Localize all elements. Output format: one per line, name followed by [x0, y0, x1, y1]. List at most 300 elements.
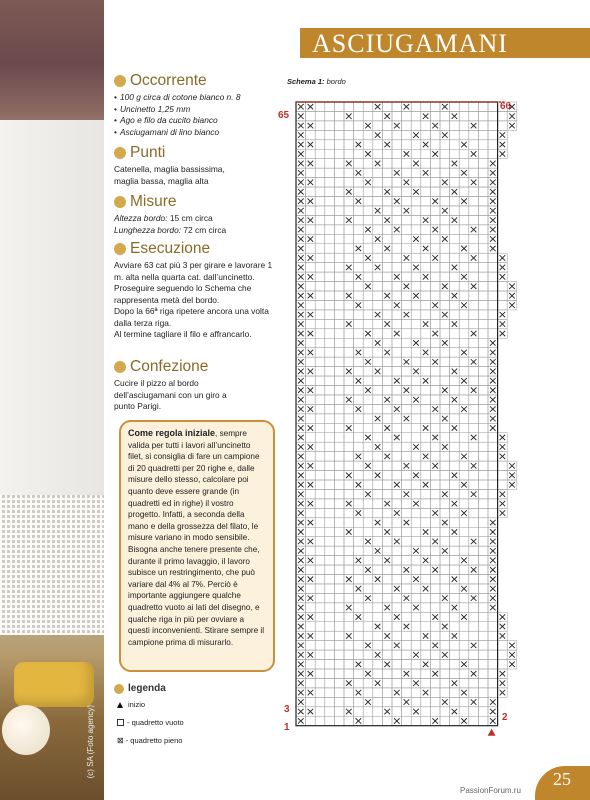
chart-cell [325, 622, 335, 631]
chart-cell [363, 584, 373, 593]
chart-cross [423, 482, 429, 487]
chart-cell [459, 149, 469, 158]
chart-cell [430, 442, 440, 451]
chart-cell [450, 716, 460, 725]
tip-body: , sempre valida per tutti i lavori all’uncinetto filet, si consiglia di fare un campione di 20 quadretti per 20 righe e, dalle misure dello stesso, calcolare poi quanto deve essere grande (in quadretti ed in righe) il vostro progetto. Infatti, a seconda della mano e della grossezza del filato, le misure variano in modo sensibile. Bisogna anche tenere presente che, durante il primo lavaggio, il lavoro subisce un restringimento, che può variare dal 4% al 7%. Perciò è importante aggiungere qualche quadretto vuoto ai lati del disegno, e qualche riga in più per ovviare a questi inconvenienti. Stirare sempre il campione prima di misurarlo. [128, 429, 265, 647]
chart-cell [334, 461, 344, 470]
chart-cell [315, 537, 325, 546]
chart-cell [402, 272, 412, 281]
chart-cell [488, 310, 498, 319]
chart-cross [423, 170, 429, 175]
chart-cell [450, 149, 460, 158]
chart-cross [365, 671, 371, 676]
chart-title-rest: bordo [324, 77, 346, 86]
chart-cross [404, 180, 410, 185]
chart-cross [423, 142, 429, 147]
chart-cross [298, 539, 304, 544]
chart-cell [373, 404, 383, 413]
chart-cross [452, 577, 458, 582]
chart-cell [306, 433, 316, 442]
chart-cell [325, 669, 335, 678]
chart-cell [421, 395, 431, 404]
chart-cell [478, 300, 488, 309]
chart-cell [469, 263, 479, 272]
chart-cell [325, 367, 335, 376]
chart-cell [440, 556, 450, 565]
chart-cell [402, 716, 412, 725]
chart-cell [478, 310, 488, 319]
section-misure [114, 193, 284, 236]
chart-cell [363, 206, 373, 215]
chart-cell [382, 612, 392, 621]
chart-cell [382, 414, 392, 423]
chart-cross [375, 340, 381, 345]
chart-cross [500, 614, 506, 619]
chart-cross [346, 473, 352, 478]
chart-cell [315, 697, 325, 706]
chart-cell [402, 130, 412, 139]
chart-cross [471, 284, 477, 289]
chart-cell [334, 593, 344, 602]
chart-cross [356, 558, 362, 563]
chart-cell [469, 707, 479, 716]
chart-cross [500, 633, 506, 638]
chart-cell [382, 357, 392, 366]
chart-cell [392, 593, 402, 602]
chart-cell [344, 641, 354, 650]
chart-cell [392, 102, 402, 111]
chart-cell [373, 386, 383, 395]
chart-cell [402, 215, 412, 224]
chart-cell [488, 282, 498, 291]
chart-cross [423, 246, 429, 251]
chart-cross [384, 113, 390, 118]
chart-cell [459, 102, 469, 111]
chart-cell [430, 386, 440, 395]
chart-cell [440, 357, 450, 366]
chart-cell [430, 660, 440, 669]
chart-cell [325, 575, 335, 584]
chart-cross [298, 501, 304, 506]
chart-cell [478, 395, 488, 404]
chart-cell [421, 707, 431, 716]
chart-cross [298, 680, 304, 685]
chart-cross [461, 718, 467, 723]
chart-cross [461, 510, 467, 515]
chart-cell [478, 272, 488, 281]
chart-cross [404, 312, 410, 317]
tip-box [119, 420, 275, 672]
chart-cell [421, 669, 431, 678]
chart-cell [469, 678, 479, 687]
chart-cell [488, 489, 498, 498]
chart-cross [442, 444, 448, 449]
chart-cross [423, 529, 429, 534]
chart-cross [384, 425, 390, 430]
chart-cross [452, 189, 458, 194]
chart-cell [421, 130, 431, 139]
chart-cross [404, 624, 410, 629]
chart-cell [315, 187, 325, 196]
chart-cell [469, 546, 479, 555]
chart-cell [363, 197, 373, 206]
chart-cell [325, 414, 335, 423]
chart-cell [478, 603, 488, 612]
paragraph: Avviare 63 cat più 3 per girare e lavorare 1 m. alta nella quarta cat. dall’uncinetto. [114, 260, 273, 282]
chart-cell [306, 149, 316, 158]
chart-cell [498, 111, 508, 120]
chart-cell [421, 357, 431, 366]
chart-cell [392, 461, 402, 470]
chart-cell [334, 395, 344, 404]
chart-cell [325, 603, 335, 612]
chart-cell [382, 622, 392, 631]
chart-cross [490, 406, 496, 411]
chart-cell [354, 433, 364, 442]
chart-cell [402, 452, 412, 461]
chart-cross [509, 284, 515, 289]
chart-cell [421, 603, 431, 612]
chart-cell [450, 669, 460, 678]
chart-cross [308, 482, 314, 487]
chart-cell [469, 348, 479, 357]
chart-cross [442, 132, 448, 137]
chart-cell [421, 367, 431, 376]
chart-cell [430, 263, 440, 272]
chart-cross [509, 123, 515, 128]
chart-cell [421, 499, 431, 508]
chart-cell [469, 423, 479, 432]
chart-cross [308, 671, 314, 676]
chart-cross [413, 265, 419, 270]
chart-cell [402, 348, 412, 357]
chart-cell [382, 697, 392, 706]
chart-cross [308, 633, 314, 638]
chart-cross [308, 293, 314, 298]
chart-cell [334, 631, 344, 640]
chart-cell [392, 140, 402, 149]
chart-cell [402, 111, 412, 120]
chart-cross [298, 454, 304, 459]
chart-cell [478, 423, 488, 432]
chart-cell [382, 168, 392, 177]
chart-cell [354, 206, 364, 215]
chart-cross [413, 548, 419, 553]
paragraph: Dopo la 66ª riga ripetere ancora una volta dalla terza riga. [114, 306, 269, 328]
chart-cell [344, 225, 354, 234]
chart-cell [354, 111, 364, 120]
chart-cell [498, 300, 508, 309]
chart-cross [356, 246, 362, 251]
chart-cell [421, 253, 431, 262]
chart-cell [382, 678, 392, 687]
chart-cross [490, 595, 496, 600]
chart-cross [365, 435, 371, 440]
chart-cell [363, 499, 373, 508]
chart-cell [315, 423, 325, 432]
chart-cross [413, 473, 419, 478]
chart-cell [498, 461, 508, 470]
page-title: ASCIUGAMANI [312, 29, 508, 58]
chart-cell [440, 111, 450, 120]
section-confezione [114, 358, 280, 413]
chart-cell [469, 480, 479, 489]
chart-cell [411, 348, 421, 357]
chart-cell [315, 197, 325, 206]
chart-cell [354, 461, 364, 470]
chart-cross [442, 520, 448, 525]
chart-cross [384, 350, 390, 355]
chart-cell [478, 433, 488, 442]
chart-cell [344, 461, 354, 470]
chart-cell [469, 338, 479, 347]
chart-cell [315, 603, 325, 612]
chart-cross [384, 558, 390, 563]
chart-cell [459, 622, 469, 631]
chart-cell [334, 423, 344, 432]
chart-cell [373, 593, 383, 602]
chart-cell [382, 461, 392, 470]
chart-cross [404, 359, 410, 364]
chart-cell [392, 319, 402, 328]
chart-cell [325, 225, 335, 234]
chart-cell [344, 508, 354, 517]
chart-cell [430, 272, 440, 281]
chart-cross [452, 293, 458, 298]
chart-cell [334, 433, 344, 442]
chart-cell [411, 272, 421, 281]
chart-cross [308, 709, 314, 714]
chart-cell [315, 376, 325, 385]
chart-cell [354, 546, 364, 555]
chart-cross [356, 690, 362, 695]
chart-cross [394, 406, 400, 411]
chart-cell [382, 688, 392, 697]
chart-cell [478, 178, 488, 187]
chart-cell [354, 669, 364, 678]
chart-cell [430, 575, 440, 584]
chart-cell [469, 111, 479, 120]
chart-cross [298, 189, 304, 194]
chart-cell [306, 452, 316, 461]
photo-credit: (c) SA (Foto agency) [86, 705, 95, 779]
chart-cell [440, 423, 450, 432]
chart-cell [421, 641, 431, 650]
chart-cell [354, 149, 364, 158]
chart-cell [354, 178, 364, 187]
chart-cross [346, 709, 352, 714]
chart-cell [334, 660, 344, 669]
chart-cell [382, 376, 392, 385]
chart-cell [344, 452, 354, 461]
chart-cross [432, 463, 438, 468]
chart-cell [354, 489, 364, 498]
chart-cross [298, 671, 304, 676]
chart-cell [469, 376, 479, 385]
chart-cell [325, 282, 335, 291]
chart-cell [421, 338, 431, 347]
chart-cross [500, 680, 506, 685]
chart-cell [325, 395, 335, 404]
chart-cell [334, 499, 344, 508]
chart-cell [315, 348, 325, 357]
chart-cell [459, 215, 469, 224]
chart-cell [478, 575, 488, 584]
chart-cell [315, 518, 325, 527]
chart-cell [306, 414, 316, 423]
chart-cell [344, 168, 354, 177]
chart-cross [452, 680, 458, 685]
chart-cell [392, 310, 402, 319]
filet-chart [294, 100, 554, 750]
chart-cross [471, 388, 477, 393]
chart-cross [500, 444, 506, 449]
chart-cross [298, 548, 304, 553]
chart-cross [432, 151, 438, 156]
chart-cell [306, 338, 316, 347]
chart-cross [384, 454, 390, 459]
chart-cross [356, 718, 362, 723]
chart-cell [498, 650, 508, 659]
soap-bar [14, 662, 94, 707]
chart-cell [402, 291, 412, 300]
chart-cell [325, 556, 335, 565]
chart-cell [469, 130, 479, 139]
chart-cell [325, 329, 335, 338]
chart-cell [325, 206, 335, 215]
chart-cell [344, 414, 354, 423]
chart-cross [298, 510, 304, 515]
chart-cell [334, 130, 344, 139]
chart-cell [478, 130, 488, 139]
chart-cell [315, 310, 325, 319]
chart-cell [325, 489, 335, 498]
chart-cell [392, 546, 402, 555]
chart-cell [430, 178, 440, 187]
chart-cell [478, 688, 488, 697]
chart-cross [500, 142, 506, 147]
chart-cell [354, 159, 364, 168]
chart-cell [392, 386, 402, 395]
chart-cross [461, 170, 467, 175]
chart-cell [459, 319, 469, 328]
chart-cell [373, 452, 383, 461]
chart-cell [392, 471, 402, 480]
chart-cell [440, 404, 450, 413]
chart-cell [334, 263, 344, 272]
chart-cell [478, 471, 488, 480]
chart-cell [450, 168, 460, 177]
chart-cell [459, 461, 469, 470]
chart-cell [373, 149, 383, 158]
chart-cell [459, 130, 469, 139]
chart-cell [382, 178, 392, 187]
chart-cell [421, 386, 431, 395]
chart-cell [363, 603, 373, 612]
chart-cell [459, 395, 469, 404]
chart-cell [363, 707, 373, 716]
chart-cell [344, 140, 354, 149]
occorrente-list [114, 92, 241, 138]
chart-cell [325, 338, 335, 347]
chart-cell [373, 508, 383, 517]
chart-cell [450, 452, 460, 461]
chart-cell [488, 263, 498, 272]
chart-cell [450, 697, 460, 706]
chart-cell [334, 404, 344, 413]
chart-cell [440, 669, 450, 678]
chart-cell [363, 263, 373, 272]
chart-cell [459, 282, 469, 291]
chart-cell [334, 206, 344, 215]
chart-cross [500, 321, 506, 326]
chart-cross [298, 293, 304, 298]
chart-cross [375, 652, 381, 657]
chart-cross [452, 217, 458, 222]
chart-cell [325, 593, 335, 602]
chart-cross [298, 643, 304, 648]
chart-cross [298, 482, 304, 487]
chart-cell [459, 329, 469, 338]
chart-cross [452, 709, 458, 714]
confezione-title: Confezione [130, 358, 209, 375]
chart-cell [325, 508, 335, 517]
chart-cross [346, 293, 352, 298]
chart-cell [488, 111, 498, 120]
chart-cell [325, 300, 335, 309]
chart-cell [392, 669, 402, 678]
chart-cell [382, 442, 392, 451]
chart-cross [375, 161, 381, 166]
chart-cell [373, 527, 383, 536]
chart-cell [402, 319, 412, 328]
chart-cell [440, 215, 450, 224]
chart-cell [430, 140, 440, 149]
chart-cell [459, 499, 469, 508]
chart-cell [382, 386, 392, 395]
chart-cross [384, 189, 390, 194]
tip-lead: Come regola iniziale [128, 428, 216, 438]
chart-cell [325, 291, 335, 300]
chart-cell [411, 697, 421, 706]
chart-cell [325, 678, 335, 687]
chart-cell [411, 688, 421, 697]
chart-cell [411, 565, 421, 574]
chart-cross [365, 151, 371, 156]
chart-cross [298, 199, 304, 204]
chart-cell [306, 319, 316, 328]
chart-cell [402, 140, 412, 149]
chart-cell [382, 263, 392, 272]
chart-cell [450, 253, 460, 262]
chart-cell [325, 310, 335, 319]
chart-cross [308, 161, 314, 166]
chart-cross [384, 397, 390, 402]
photo-towel [0, 0, 104, 800]
chart-cell [411, 612, 421, 621]
chart-cell [392, 527, 402, 536]
chart-cross [308, 558, 314, 563]
chart-cell [450, 244, 460, 253]
chart-cell [459, 546, 469, 555]
chart-cell [411, 527, 421, 536]
chart-cross [404, 104, 410, 109]
chart-cross [298, 180, 304, 185]
chart-cell [402, 442, 412, 451]
chart-cell [421, 300, 431, 309]
chart-cell [392, 338, 402, 347]
chart-cell [440, 660, 450, 669]
